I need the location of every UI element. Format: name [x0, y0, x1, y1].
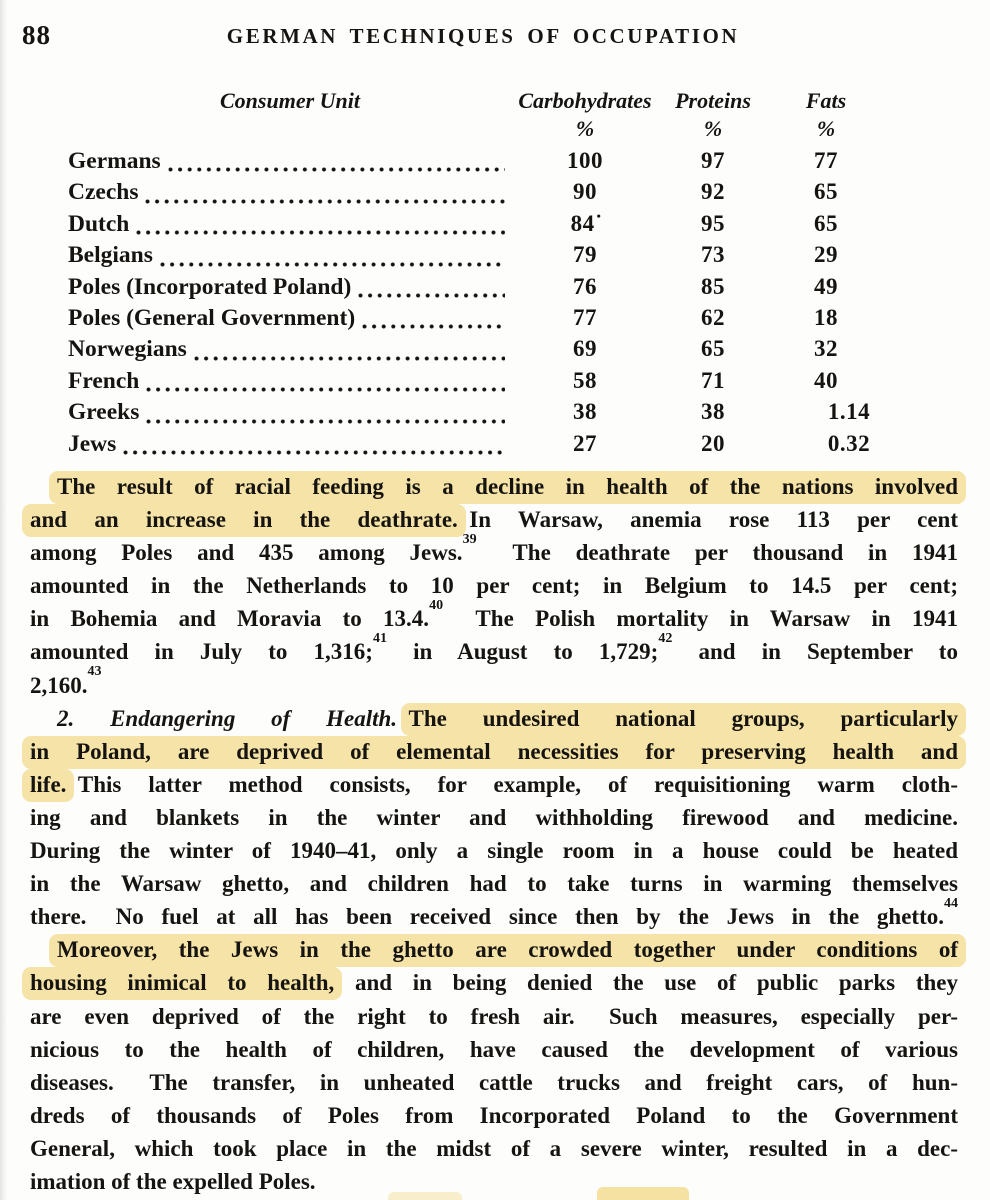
highlight-remnant	[597, 1187, 689, 1200]
page-title: GERMAN TECHNIQUES OF OCCUPATION	[226, 24, 740, 48]
highlighted-text: and an increase in the deathrate.	[22, 504, 466, 537]
cell-value: 18	[814, 304, 838, 330]
cell-value: 97	[701, 148, 725, 173]
table-row	[68, 148, 883, 179]
text-segment: there. No fuel at all has been received since then by the Jews in the ghetto.	[30, 904, 944, 930]
cell-value: 65	[701, 336, 725, 362]
text-segment: and in being denied the use of public parks they	[334, 970, 958, 996]
scan-gutter-shadow	[0, 0, 7, 1200]
text-segment: imation of the expelled Poles.	[30, 1168, 316, 1194]
cell-value: 29	[814, 242, 838, 268]
text-segment: among Poles and 435 among Jews.	[30, 540, 463, 566]
percent-sign: %	[703, 116, 723, 141]
cell-value: 62	[701, 304, 725, 330]
table-header-row	[68, 88, 883, 116]
text-segment: dreds of thousands of Poles from Incorporated Poland to the Government	[30, 1102, 958, 1128]
text-line	[30, 630, 958, 668]
text-segment: During the winter of 1940–41, only a single room in a house could be heated	[30, 838, 958, 864]
table-row	[68, 336, 883, 367]
footnote-number: 41	[372, 630, 387, 646]
text-line	[30, 933, 958, 966]
text-line	[30, 1165, 958, 1198]
row-label: Germans	[68, 148, 161, 174]
text-segment: amounted in the Netherlands to 10 per cent; in Belgium to 14.5 per cent;	[30, 573, 958, 599]
column-header-proteins: Proteins	[675, 88, 751, 113]
cell-value: 79	[573, 242, 597, 268]
text-line	[30, 470, 958, 503]
cell-value: 27	[573, 430, 597, 456]
dot-leader	[145, 386, 505, 393]
highlighted-text: in Poland, are deprived of elemental necessities for preserving health and	[22, 736, 966, 769]
footnote-number: 40	[429, 597, 444, 613]
dot-leader	[357, 292, 505, 299]
text-line	[30, 1066, 958, 1099]
row-label: French	[68, 367, 140, 394]
text-line	[30, 1099, 958, 1132]
table-row	[68, 274, 883, 305]
cell-value: 90	[573, 179, 597, 205]
highlighted-text: housing inimical to health,	[22, 967, 342, 1000]
percent-sign: %	[575, 116, 595, 141]
text-segment: This latter method consists, for example, of requisitioning warm cloth-	[66, 771, 958, 797]
text-segment: 2. Endangering of Health.	[57, 705, 398, 731]
text-line	[30, 663, 958, 702]
text-line	[30, 867, 958, 900]
cell-value: 65	[814, 179, 838, 205]
table-row	[68, 242, 883, 273]
row-label: Dutch	[68, 210, 130, 237]
highlighted-text: life.	[22, 769, 74, 802]
footnote-number: 43	[87, 663, 102, 679]
row-label: Greeks	[68, 399, 140, 426]
cell-value: 84 •	[570, 209, 602, 236]
cell-value: 38	[701, 399, 725, 425]
highlighted-text: The undesired national groups, particularly	[401, 703, 966, 736]
text-line	[30, 702, 958, 735]
cell-value: 71	[701, 367, 725, 393]
dot-leader	[193, 355, 505, 362]
dot-leader	[167, 166, 505, 173]
row-label: Poles (General Government)	[68, 304, 356, 331]
text-segment: are even deprived of the right to fresh air. Such measures, especially per-	[30, 1003, 958, 1029]
row-label: Czechs	[68, 179, 139, 206]
cell-value: 73	[701, 242, 725, 268]
footnote-number: 42	[658, 630, 673, 646]
text-line	[30, 569, 958, 602]
cell-value: 40	[814, 367, 838, 393]
table-percent-row	[68, 116, 883, 148]
table-row	[68, 179, 883, 210]
column-header-consumer-unit: Consumer Unit	[220, 88, 360, 113]
body-text	[30, 470, 958, 1198]
page-number: 88	[22, 20, 51, 50]
text-segment: 2,160.	[30, 672, 88, 698]
text-line	[30, 966, 958, 999]
table-row	[68, 431, 883, 462]
column-header-fats: Fats	[805, 88, 847, 113]
dot-leader	[144, 198, 505, 205]
cell-value: 0.32	[827, 430, 871, 456]
row-label: Belgians	[68, 242, 153, 269]
text-segment: in Bohemia and Moravia to 13.4.	[30, 606, 430, 632]
dot-leader	[361, 323, 505, 330]
text-line	[30, 768, 958, 801]
ration-table	[68, 88, 883, 462]
row-label: Norwegians	[68, 336, 187, 363]
footnote-number: 44	[944, 895, 958, 911]
row-label: Jews	[68, 430, 117, 457]
highlighted-text: Moreover, the Jews in the ghetto are crowded together under conditions of	[49, 934, 966, 967]
dot-leader	[122, 449, 505, 456]
highlighted-text: The result of racial feeding is a decline in health of the nations involved	[49, 471, 966, 504]
text-segment: General, which took place in the midst of a severe winter, resulted in a dec-	[30, 1135, 958, 1161]
footnote-number: 39	[462, 531, 477, 547]
text-line	[30, 895, 958, 933]
text-line	[30, 597, 958, 635]
cell-value: 65	[814, 210, 838, 236]
footnote-marker: •	[596, 209, 602, 224]
text-segment: in August to 1,729;	[386, 639, 659, 665]
text-segment: ing and blankets in the winter and withholding firewood and medicine.	[30, 804, 958, 830]
percent-sign: %	[816, 116, 836, 141]
cell-value: 76	[573, 273, 597, 299]
text-line	[30, 531, 959, 569]
cell-value: 100	[567, 148, 603, 173]
cell-value: 49	[814, 273, 838, 299]
dot-leader	[135, 229, 505, 236]
text-segment: in the Warsaw ghetto, and children had to take turns in warming themselves	[30, 871, 958, 897]
table-row	[68, 368, 883, 399]
cell-value: 95	[701, 210, 725, 236]
highlight-remnant	[388, 1192, 462, 1200]
text-segment: The Polish mortality in Warsaw in 1941	[443, 606, 958, 632]
dot-leader	[159, 261, 505, 268]
column-header-carbohydrates: Carbohydrates	[518, 88, 652, 113]
cell-value: 85	[701, 273, 725, 299]
row-label: Poles (Incorporated Poland)	[68, 273, 352, 300]
cell-value: 69	[573, 336, 597, 362]
cell-value: 38	[573, 399, 597, 425]
text-line	[30, 1000, 958, 1033]
cell-value: 92	[701, 179, 725, 205]
text-segment: amounted in July to 1,316;	[30, 639, 373, 665]
running-head	[0, 18, 990, 58]
text-segment: nicious to the health of children, have caused the development of various	[30, 1036, 958, 1062]
table-row	[68, 399, 883, 430]
cell-value: 58	[573, 367, 597, 393]
table-body	[68, 148, 883, 462]
cell-value: 32	[814, 336, 838, 362]
cell-value: 20	[701, 430, 725, 456]
table-row	[68, 305, 883, 336]
text-segment: The deathrate per thousand in 1941	[476, 540, 959, 566]
cell-value: 77	[814, 148, 838, 173]
text-segment: In Warsaw, anemia rose 113 per cent	[457, 507, 958, 533]
table-row	[68, 211, 883, 242]
text-line	[30, 801, 958, 834]
text-segment: and in September to	[672, 639, 958, 665]
text-line	[30, 1132, 958, 1165]
text-line	[30, 1033, 958, 1066]
text-segment: diseases. The transfer, in unheated cattle trucks and freight cars, of hun-	[30, 1069, 958, 1095]
text-line	[30, 503, 958, 536]
cell-value: 1.14	[827, 399, 871, 425]
cell-value: 77	[573, 304, 597, 330]
dot-leader	[145, 418, 505, 425]
text-line	[30, 834, 958, 867]
text-line	[30, 735, 958, 768]
